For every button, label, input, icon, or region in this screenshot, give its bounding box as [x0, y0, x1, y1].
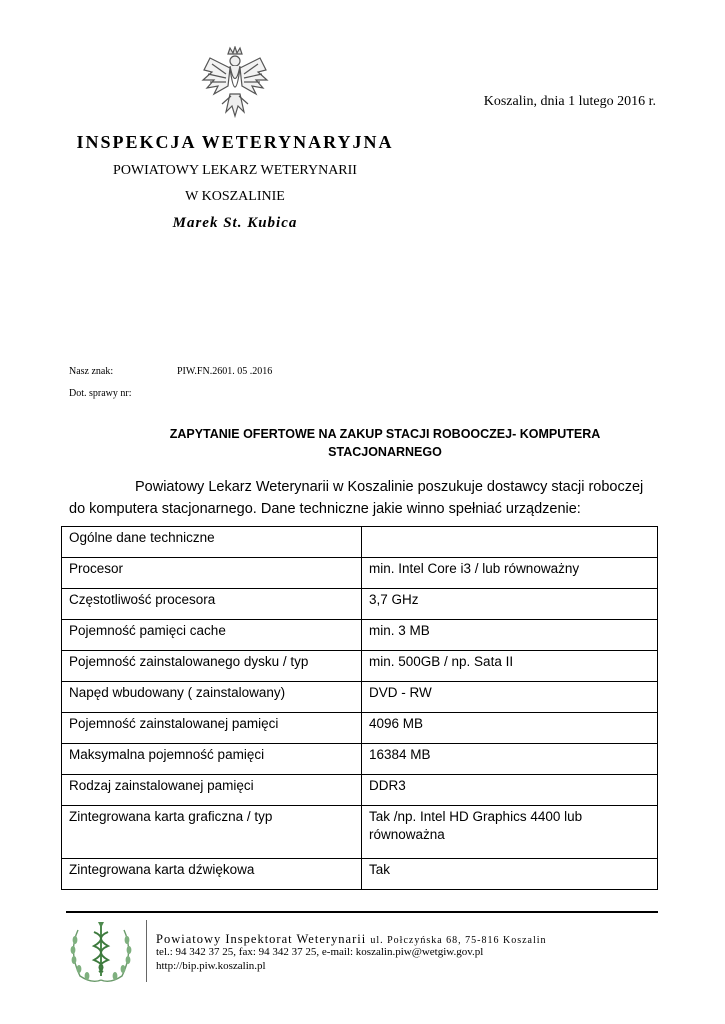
- spec-label: Pojemność pamięci cache: [62, 620, 362, 651]
- table-row: [62, 744, 658, 775]
- spec-label: Pojemność zainstalowanej pamięci: [62, 713, 362, 744]
- office-location: W KOSZALINIE: [185, 189, 285, 204]
- table-row: [62, 589, 658, 620]
- spec-value: 3,7 GHz: [362, 589, 658, 620]
- spec-label: Częstotliwość procesora: [62, 589, 362, 620]
- office-title: POWIATOWY LEKARZ WETERYNARII: [113, 163, 357, 178]
- spec-table: [61, 526, 658, 890]
- reference-number: PIW.FN.2601. 05 .2016: [177, 366, 273, 377]
- spec-value: min. Intel Core i3 / lub równoważny: [362, 558, 658, 589]
- footer-institution: [156, 932, 547, 947]
- table-row: [62, 527, 658, 558]
- spec-value: Tak /np. Intel HD Graphics 4400 lub równoważna: [362, 806, 658, 859]
- spec-label: Pojemność zainstalowanego dysku / typ: [62, 651, 362, 682]
- footer-divider: [66, 911, 658, 913]
- spec-value: 4096 MB: [362, 713, 658, 744]
- spec-value: [362, 527, 658, 558]
- table-row: [62, 713, 658, 744]
- organization-title: INSPEKCJA WETERYNARYJNA: [76, 132, 394, 152]
- table-row: [62, 651, 658, 682]
- spec-label: Rodzaj zainstalowanej pamięci: [62, 775, 362, 806]
- veterinary-caduceus-icon: [66, 918, 136, 984]
- footer-separator: [146, 920, 147, 982]
- spec-value: DVD - RW: [362, 682, 658, 713]
- institution-address: ul. Połczyńska 68, 75-816 Koszalin: [370, 935, 547, 946]
- footer-contact: tel.: 94 342 37 25, fax: 94 342 37 25, e-mail: koszalin.piw@wetgiw.gov.pl: [156, 946, 484, 958]
- case-number-label: Dot. sprawy nr:: [69, 388, 132, 399]
- document-title-line1: ZAPYTANIE OFERTOWE NA ZAKUP STACJI ROBOOCZEJ- KOMPUTERA: [169, 427, 601, 441]
- table-row: [62, 682, 658, 713]
- spec-value: 16384 MB: [362, 744, 658, 775]
- polish-eagle-emblem-icon: [200, 46, 270, 126]
- spec-label: Zintegrowana karta graficzna / typ: [62, 806, 362, 859]
- spec-label: Napęd wbudowany ( zainstalowany): [62, 682, 362, 713]
- document-date: Koszalin, dnia 1 lutego 2016 r.: [483, 94, 656, 109]
- footer-website-link[interactable]: http://bip.piw.koszalin.pl: [156, 960, 266, 972]
- spec-value: min. 500GB / np. Sata II: [362, 651, 658, 682]
- spec-label: Ogólne dane techniczne: [62, 527, 362, 558]
- table-row: [62, 859, 658, 890]
- spec-label: Maksymalna pojemność pamięci: [62, 744, 362, 775]
- document-title: [110, 425, 660, 461]
- intro-paragraph: [69, 476, 657, 520]
- table-row: [62, 620, 658, 651]
- spec-value: DDR3: [362, 775, 658, 806]
- table-row: [62, 775, 658, 806]
- table-row: [62, 806, 658, 859]
- document-title-line2: STACJONARNEGO: [328, 445, 442, 459]
- spec-label: Zintegrowana karta dźwiękowa: [62, 859, 362, 890]
- institution-name: Powiatowy Inspektorat Weterynarii: [156, 932, 367, 946]
- intro-line1: Powiatowy Lekarz Weterynarii w Koszalinie poszukuje dostawcy stacji roboczej: [135, 479, 644, 495]
- reference-label: Nasz znak:: [69, 366, 114, 377]
- spec-value: Tak: [362, 859, 658, 890]
- table-row: [62, 558, 658, 589]
- spec-value: min. 3 MB: [362, 620, 658, 651]
- officer-name: Marek St. Kubica: [172, 215, 298, 231]
- spec-label: Procesor: [62, 558, 362, 589]
- intro-line2: do komputera stacjonarnego. Dane techniczne jakie winno spełniać urządzenie:: [69, 501, 581, 517]
